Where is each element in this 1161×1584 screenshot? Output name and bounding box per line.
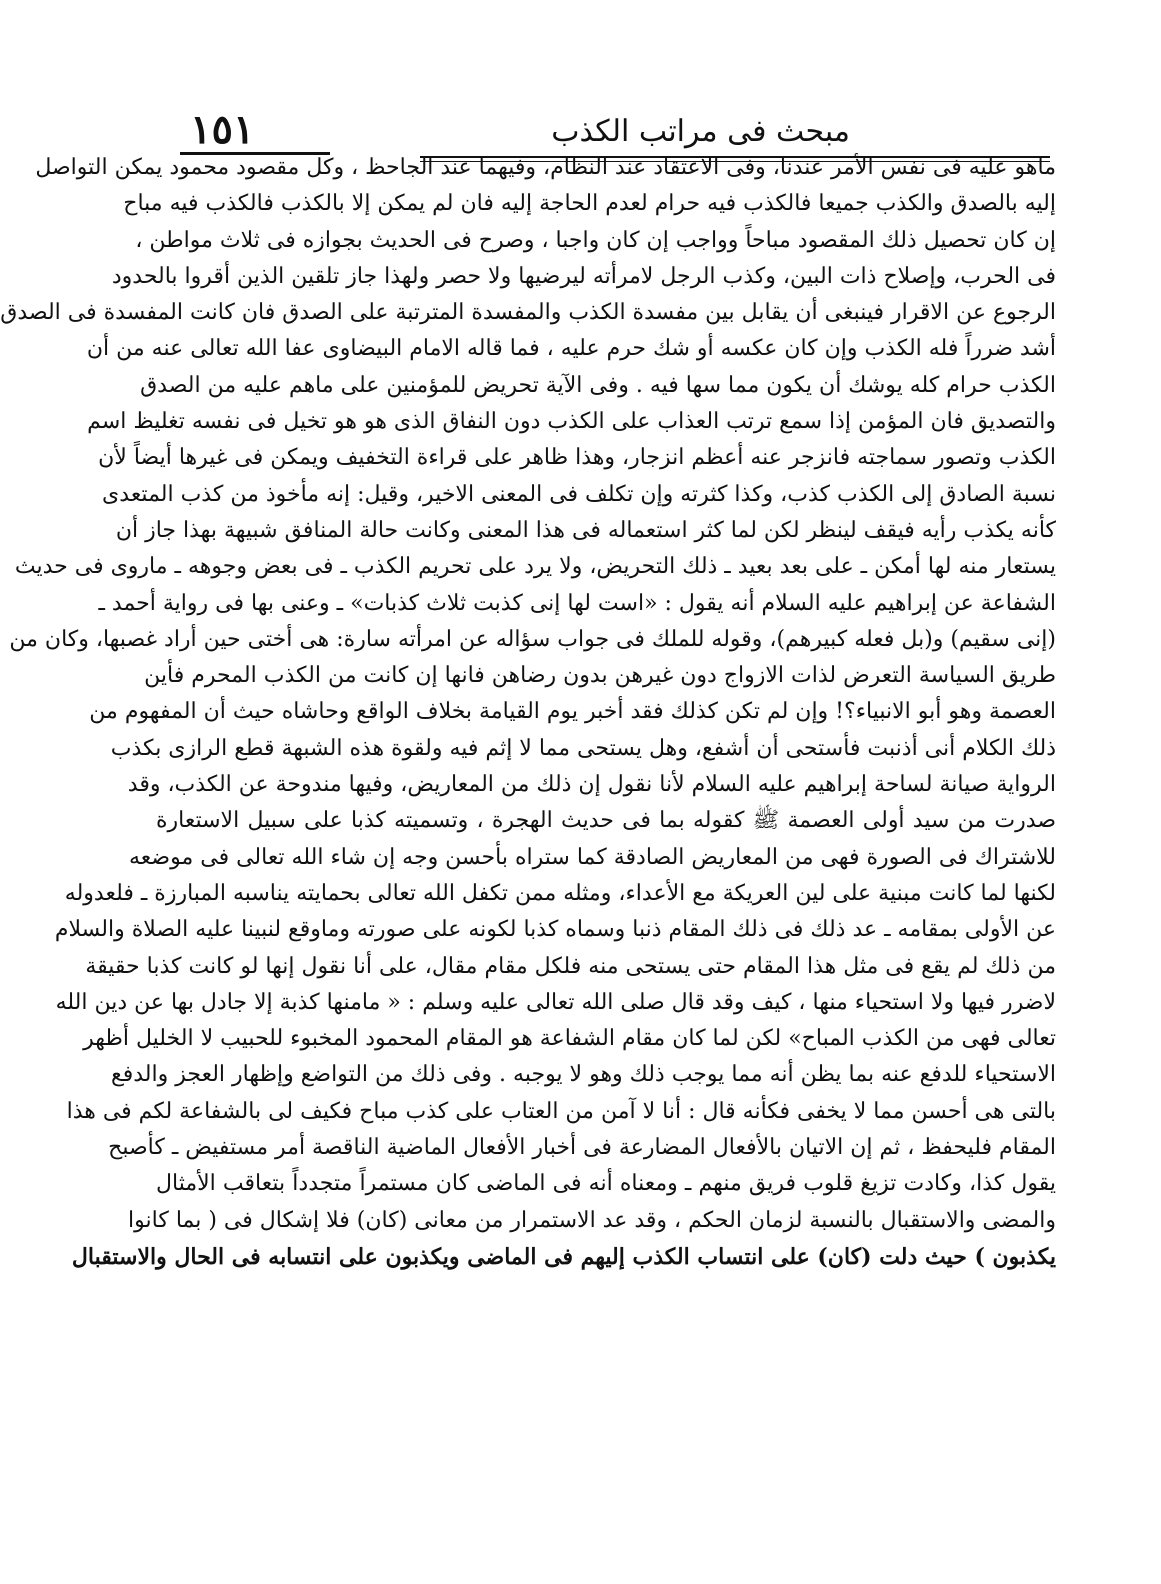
text-line-3: إن كان تحصيل ذلك المقصود مباحاً وواجب إن كان واجبا ، وصرح فى الحديث بجوازه فى ثلاث مواطن ، xyxy=(135,227,1056,253)
text-line-12: يستعار منه لها أمكن ـ على بعد بعيد ـ ذلك التحريض، ولا يرد على تحريم الكذب ـ فى بعض وجوهه ـ ماروى فى حديث xyxy=(14,554,1056,580)
text-line-16: العصمة وهو أبو الانبياء؟! وإن لم تكن كذلك فقد أخبر يوم القيامة بخلاف الواقع وحاشاه حيث أن المفهوم من xyxy=(89,699,1056,725)
text-line-17: ذلك الكلام أنى أذنبت فأستحى أن أشفع، وهل يستحى مما لا إثم فيه ولقوة هذه الشبهة قطع الرازى بكذب xyxy=(110,735,1056,761)
text-line-5: الرجوع عن الاقرار فينبغى أن يقابل بين مفسدة الكذب والمفسدة المترتبة على الصدق فان كانت المفسدة فى الصدق xyxy=(0,300,1056,326)
text-line-23: من ذلك لم يقع فى مثل هذا المقام حتى يستحى منه فلكل مقام مقال، على أنا نقول إنها لو كانت كذبا حقيقة xyxy=(85,953,1056,979)
text-line-15: طريق السياسة التعرض لذات الازواج دون غيرهن بدون رضاهن فانها إن كانت من الكذب المحرم فأين xyxy=(144,663,1056,689)
text-line-1: ماهو عليه فى نفس الأمر عندنا، وفى الاعتقاد عند النظام، وفيهما عند الجاحظ ، وكل مقصود محمود يمكن التواصل xyxy=(35,155,1056,180)
running-title: مبحث فى مراتب الكذب xyxy=(551,114,850,149)
page-number: ١٥١ xyxy=(190,106,255,153)
text-line-28: المقام فليحفظ ، ثم إن الاتيان بالأفعال المضارعة فى أخبار الأفعال الماضية الناقصة أمر مستفيض ـ كأصبح xyxy=(108,1135,1056,1161)
text-line-27: بالتى هى أحسن مما لا يخفى فكأنه قال : أنا لا آمن من العتاب على كذب مباح فكيف لى بالشفاعة لكم فى هذا xyxy=(66,1098,1056,1124)
text-line-10: نسبة الصادق إلى الكذب كذب، وكذا كثرته وإن تكلف فى المعنى الاخير، وقيل: إنه مأخوذ من كذب المتعدى xyxy=(102,481,1056,507)
text-line-19: صدرت من سيد أولى العصمة ﷺ كقوله بما فى حديث الهجرة ، وتسميته كذبا على سبيل الاستعارة xyxy=(156,808,1056,834)
text-line-8: والتصديق فان المؤمن إذا سمع ترتب العذاب على الكذب دون النفاق الذى هو هو تخيل فى نفسه تغليظ اسم xyxy=(87,409,1056,435)
text-line-20: للاشتراك فى الصورة فهى من المعاريض الصادقة كما ستراه بأحسن وجه إن شاء الله تعالى فى موضعه xyxy=(129,844,1056,870)
text-line-9: الكذب وتصور سماجته فانزجر عنه أعظم انزجار، وهذا ظاهر على قراءة التخفيف ويمكن فى غيرها أيضاً لأن xyxy=(98,445,1056,471)
text-line-31: يكذبون ) حيث دلت (كان) على انتساب الكذب إليهم فى الماضى ويكذبون على انتسابه فى الحال والاستقبال xyxy=(71,1243,1056,1270)
text-line-13: الشفاعة عن إبراهيم عليه السلام أنه يقول : «است لها إنى كذبت ثلاث كذبات» ـ وعنى بها فى رواية أحمد ـ xyxy=(98,590,1056,616)
text-line-18: الرواية صيانة لساحة إبراهيم عليه السلام لأنا نقول إن ذلك من المعاريض، وفيها مندوحة عن الكذب، وقد xyxy=(127,772,1056,798)
text-line-26: الاستحياء للدفع عنه بما يظن أنه مما يوجب ذلك وهو لا يوجبه . وفى ذلك من التواضع وإظهار العجز والدفع xyxy=(111,1062,1056,1088)
text-line-24: لاضرر فيها ولا استحياء منها ، كيف وقد قال صلى الله تعالى عليه وسلم : « مامنها كذبة إلا جادل بها عن دين الله xyxy=(55,989,1056,1015)
text-line-29: يقول كذا، وكادت تزيغ قلوب فريق منهم ـ ومعناه أنه فى الماضى كان مستمراً متجدداً بتعاقب الأمثال xyxy=(156,1171,1056,1197)
text-line-30: والمضى والاستقبال بالنسبة لزمان الحكم ، وقد عد الاستمرار من معانى (كان) فلا إشكال فى ( بما كانوا xyxy=(128,1207,1056,1233)
text-line-14: (إنى سقيم) و(بل فعله كبيرهم)، وقوله للملك فى جواب سؤاله عن امرأته سارة: هى أختى حين أراد غصبها، وكان من xyxy=(9,626,1056,652)
body-text xyxy=(0,150,1056,1275)
text-line-11: كأنه يكذب رأيه فيقف لينظر لكن لما كثر استعماله فى هذا المعنى وكانت حالة المنافق شبيهة بهذا جاز أن xyxy=(115,517,1056,543)
text-line-21: لكنها لما كانت مبنية على لين العريكة مع الأعداء، ومثله ممن تكفل الله تعالى بحمايته يناسبه المبارزة ـ فلعدوله xyxy=(64,880,1056,906)
text-line-7: الكذب حرام كله يوشك أن يكون مما سها فيه . وفى الآية تحريض للمؤمنين على ماهم عليه من الصدق xyxy=(140,372,1056,398)
text-line-25: تعالى فهى من الكذب المباح» لكن لما كان مقام الشفاعة هو المقام المحمود المخبوء للحبيب لا الخليل أظهر xyxy=(83,1026,1056,1052)
text-line-2: إليه بالصدق والكذب جميعا فالكذب فيه حرام لعدم الحاجة إليه فان لم يمكن إلا بالكذب فالكذب فيه مباح xyxy=(123,191,1056,217)
text-line-6: أشد ضرراً فله الكذب وإن كان عكسه أو شك حرم عليه ، فما قاله الامام البيضاوى عفا الله تعالى عنه من أن xyxy=(86,336,1056,362)
text-line-22: عن الأولى بمقامه ـ عد ذلك فى ذلك المقام ذنبا وسماه كذبا لكونه على صورته وماوقع لنبينا عليه الصلاة والسلام xyxy=(54,917,1056,943)
text-line-4: فى الحرب، وإصلاح ذات البين، وكذب الرجل لامرأته ليرضيها ولا حصر ولهذا جاز تلقين الذين أقروا بالحدود xyxy=(111,263,1056,289)
